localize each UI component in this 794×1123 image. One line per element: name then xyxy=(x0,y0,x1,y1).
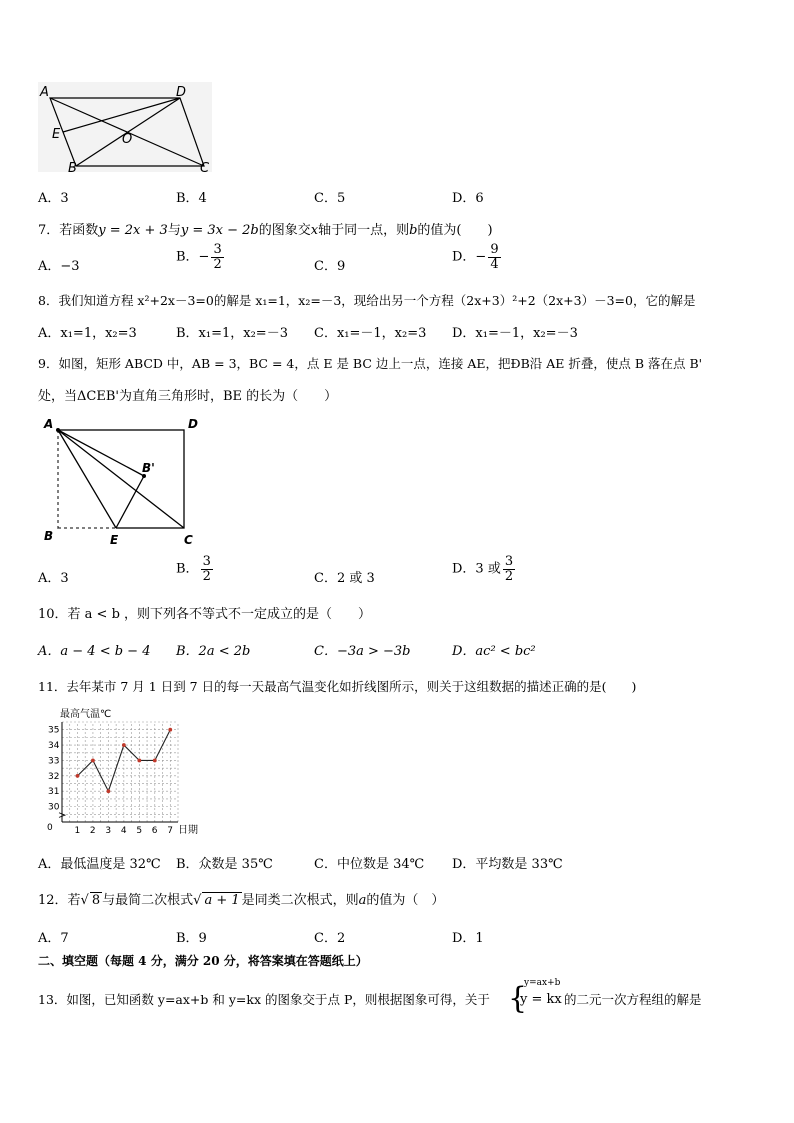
q8-option-a: A．x₁=1，x₂=3 xyxy=(38,326,137,341)
q8-option-d: D．x₁=－1，x₂=－3 xyxy=(452,326,578,341)
x-tick-label: 5 xyxy=(136,826,143,836)
rectangle-fold-figure xyxy=(38,414,210,550)
fraction-denominator: 4 xyxy=(490,256,499,272)
q6-option-c: C．5 xyxy=(314,191,346,206)
q9-option-a: A．3 xyxy=(38,571,69,586)
y-tick-label: 32 xyxy=(48,771,60,782)
q7-b-var: b xyxy=(409,223,418,238)
q10-question: 10．若 a < b ，则下列各不等式不一定成立的是（ ） xyxy=(38,607,372,622)
q6-option-b: B．4 xyxy=(176,191,207,206)
q12-question: 12．若√ 8 与最简二次根式√ a + 1 是同类二次根式，则a的值为（ ） xyxy=(38,893,445,908)
q8-question: 8．我们知道方程 x²+2x－3=0的解是 x₁=1，x₂=－3，现给出另一个方程（2x+3）²+2（2x+3）－3=0，它的解是 xyxy=(38,293,696,308)
q6-option-a: A．3 xyxy=(38,191,69,206)
parallelogram-figure xyxy=(36,80,216,176)
chart-grid xyxy=(62,722,178,822)
q13-suffix: 的二元一次方程组的解是 xyxy=(564,992,702,1007)
label-d: D xyxy=(188,417,198,431)
q9-option-d xyxy=(452,555,517,583)
q12-text-mid: 与最简二次根式 xyxy=(102,893,194,908)
q7-text-3: 轴于同一点，则 xyxy=(318,223,410,238)
data-point xyxy=(107,789,111,793)
x-tick-label: 3 xyxy=(105,826,112,836)
fraction-numerator: 3 xyxy=(202,554,211,569)
label-c: C xyxy=(200,161,210,176)
fraction-numerator: 3 xyxy=(504,554,514,569)
q7-question xyxy=(38,219,493,238)
q13-equation-system xyxy=(508,978,728,1022)
x-tick-label: 2 xyxy=(89,826,96,836)
q7-option-b-fraction xyxy=(211,243,223,271)
label-e: E xyxy=(110,533,119,547)
temperature-line-chart xyxy=(38,704,210,836)
label-b-prime: B' xyxy=(142,461,155,475)
q9-option-c: C．2 或 3 xyxy=(314,571,375,586)
q7-option-d xyxy=(452,243,503,271)
q11-option-b: B．众数是 35℃ xyxy=(176,857,273,872)
fold-line-ae xyxy=(58,430,116,528)
q12-a-var: a xyxy=(358,893,367,908)
q7-suffix: 的值为( ) xyxy=(417,223,493,238)
system-top-equation: y=ax+b xyxy=(524,978,561,988)
q12-option-c: C．2 xyxy=(314,931,346,946)
q9-option-b xyxy=(176,555,215,583)
q7-option-c: C．9 xyxy=(314,259,346,274)
q9-option-d-label: D．3 或 xyxy=(452,561,501,577)
label-b: B xyxy=(68,161,77,176)
q12-prefix: 12．若 xyxy=(38,893,81,908)
q12-option-a: A．7 xyxy=(38,931,69,946)
q11-question: 11．去年某市 7 月 1 日到 7 日的每一天最高气温变化如折线图所示，则关于这组数据的描述正确的是( ) xyxy=(38,679,637,694)
q13-text: 13．如图，已知函数 y=ax+b 和 y=kx 的图象交于点 P，则根据图象可得，关于 xyxy=(38,992,490,1007)
system-bottom-equation: y = kx xyxy=(520,992,562,1007)
q7-text-2: 的图象交 xyxy=(258,223,311,238)
x-tick-label: 4 xyxy=(120,826,127,836)
y-tick-label: 31 xyxy=(48,787,60,798)
label-d: D xyxy=(176,85,187,100)
q7-function-1: y = 2x + 3 xyxy=(98,223,168,238)
q9-question-line-1: 9．如图，矩形 ABCD 中，AB = 3，BC = 4，点 E 是 BC 边上一点，连接 AE，把ÐB沿 AE 折叠，使点 B 落在点 B' xyxy=(38,356,703,371)
q9-option-b-label: B． xyxy=(176,561,199,577)
label-o: O xyxy=(122,132,133,147)
q7-x-var: x xyxy=(310,223,319,238)
q8-option-b: B．x₁=1，x₂=－3 xyxy=(176,326,288,341)
q9-option-b-fraction xyxy=(201,555,213,583)
q7-option-b-label: B．− xyxy=(176,249,210,265)
data-point xyxy=(153,759,157,763)
q11-option-a: A．最低温度是 32℃ xyxy=(38,857,161,872)
q8-option-c: C．x₁=－1，x₂=3 xyxy=(314,326,427,341)
q12-radical-2: a + 1 xyxy=(204,893,240,908)
q10-option-b: B．2a < 2b xyxy=(176,644,251,659)
label-a: A xyxy=(44,417,54,431)
q12-option-d: D．1 xyxy=(452,931,484,946)
y-tick-label: 33 xyxy=(48,756,60,767)
fraction-denominator: 2 xyxy=(504,568,514,584)
fraction-numerator: 3 xyxy=(213,242,222,257)
chart-x-axis-label: 日期 xyxy=(178,825,198,836)
segment-eb-prime xyxy=(116,476,144,528)
chart-y-axis-label: 最高气温℃ xyxy=(60,709,112,720)
system-brace: { xyxy=(508,981,528,1016)
diagonal-ac xyxy=(58,430,184,528)
q11-option-d: D．平均数是 33℃ xyxy=(452,857,563,872)
q9-question-line-2: 处，当ΔCEB'为直角三角形时，BE 的长为（ ） xyxy=(38,389,338,404)
fraction-denominator: 2 xyxy=(213,256,222,272)
label-a: A xyxy=(40,85,49,100)
y-tick-label: 35 xyxy=(48,725,60,736)
fraction-denominator: 2 xyxy=(202,568,211,584)
label-b: B xyxy=(44,529,54,543)
section-2-heading: 二、填空题（每题 4 分，满分 20 分，将答案填在答题纸上） xyxy=(38,954,368,968)
q7-text-1: 与 xyxy=(167,223,181,238)
q7-option-b xyxy=(176,243,226,271)
y-tick-label: 30 xyxy=(48,802,60,813)
label-e: E xyxy=(52,127,61,142)
q6-option-d: D．6 xyxy=(452,191,484,206)
q11-option-c: C．中位数是 34℃ xyxy=(314,857,425,872)
q7-option-d-fraction xyxy=(488,243,500,271)
q7-option-d-label: D．− xyxy=(452,249,487,265)
chart-origin-label: 0 xyxy=(47,823,53,833)
q12-option-b: B．9 xyxy=(176,931,207,946)
fraction-numerator: 9 xyxy=(490,242,499,257)
chart-tick-labels xyxy=(48,726,173,836)
q7-option-a: A．−3 xyxy=(38,259,80,274)
q7-function-2: y = 3x − 2b xyxy=(180,223,259,238)
data-point xyxy=(168,728,172,732)
q12-text-suffix-1: 是同类二次根式，则 xyxy=(241,893,359,908)
data-point xyxy=(76,774,80,778)
q7-prefix: 7．若函数 xyxy=(38,223,99,238)
x-tick-label: 6 xyxy=(151,826,158,836)
q12-radical-1: 8 xyxy=(91,893,101,908)
q10-option-c: C．−3a > −3b xyxy=(314,644,411,659)
q12-text-suffix-2: 的值为（ ） xyxy=(366,893,445,908)
data-point xyxy=(91,759,95,763)
point-a xyxy=(56,428,60,432)
y-tick-label: 34 xyxy=(48,741,60,752)
label-c: C xyxy=(184,533,193,547)
q9-option-d-fraction xyxy=(503,555,515,583)
chart-axes xyxy=(59,722,178,822)
q10-option-d: D．ac² < bc² xyxy=(452,644,536,659)
data-point xyxy=(122,743,126,747)
x-tick-label: 1 xyxy=(74,826,81,836)
data-point xyxy=(137,759,141,763)
q10-option-a: A．a − 4 < b − 4 xyxy=(38,644,151,659)
x-tick-label: 7 xyxy=(167,826,174,836)
q13-question xyxy=(38,990,490,1008)
